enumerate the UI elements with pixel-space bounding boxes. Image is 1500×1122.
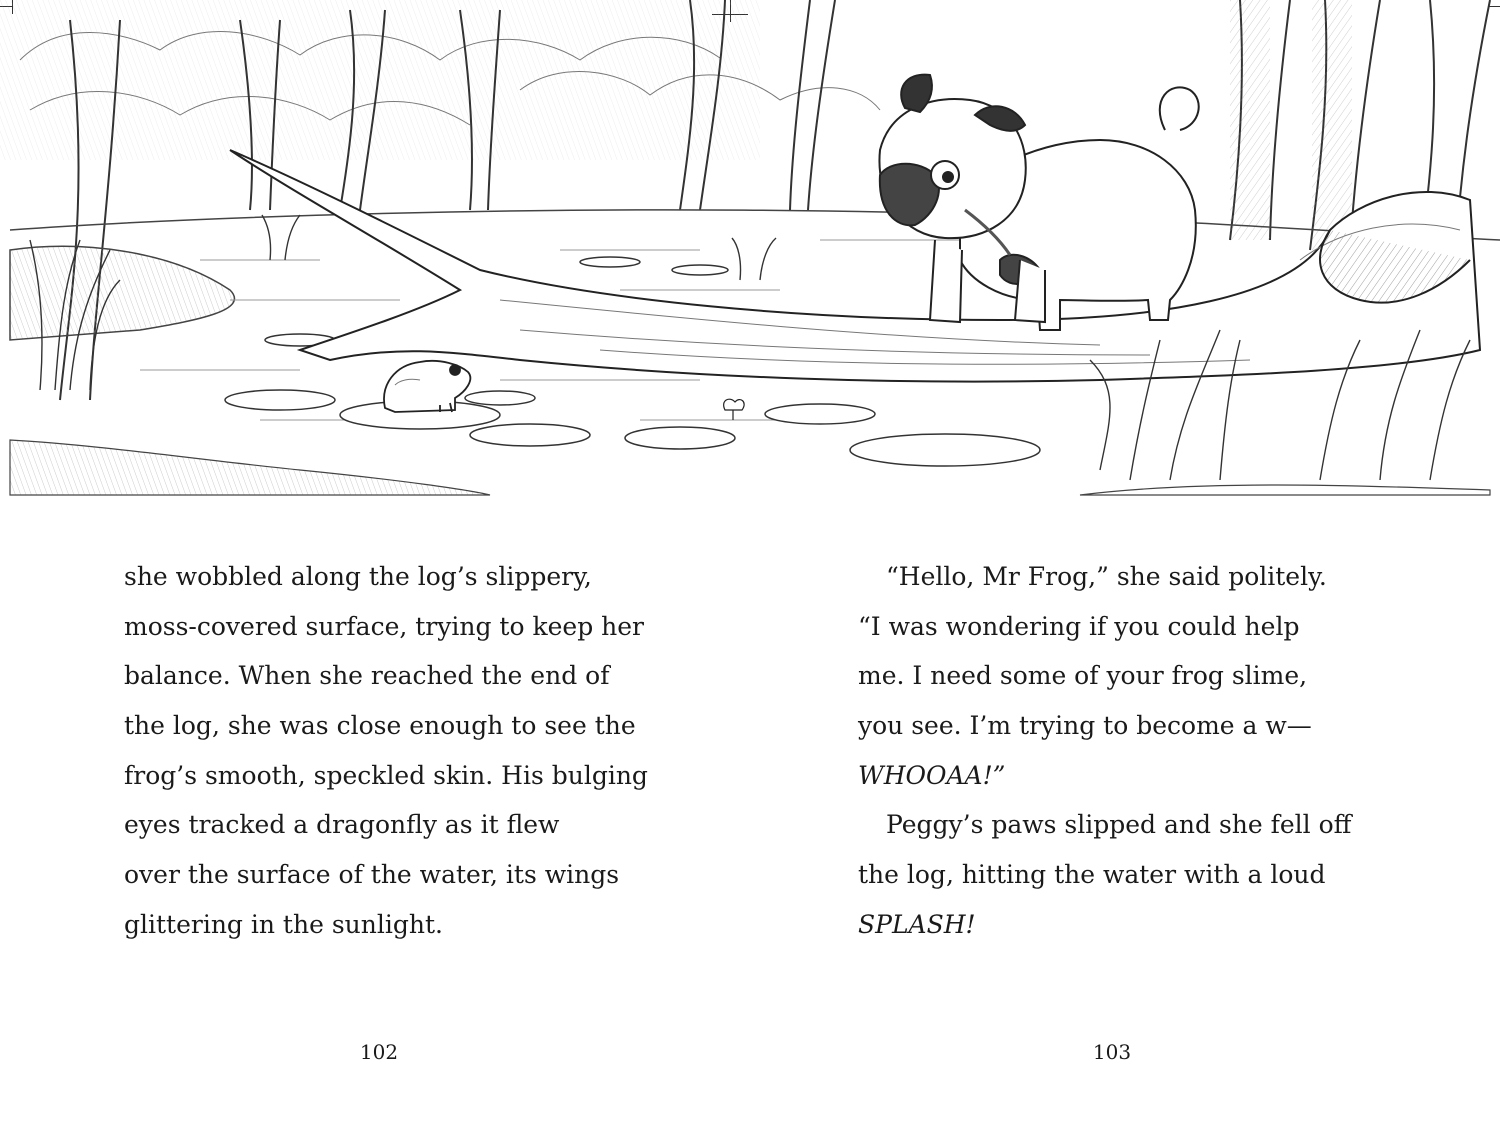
right-page-text	[858, 552, 1378, 950]
left-line: glittering in the sunlight.	[124, 909, 443, 939]
right-line: WHOOAA!”	[858, 760, 1006, 790]
foreground-shore	[10, 440, 490, 495]
page-number-right: 103	[1092, 1040, 1132, 1064]
left-page-text	[124, 552, 684, 950]
left-line: moss-covered surface, trying to keep her	[124, 611, 645, 641]
right-line: “I was wondering if you could help	[858, 611, 1300, 641]
left-line: frog’s smooth, speckled skin. His bulging	[124, 760, 648, 790]
right-line: me. I need some of your frog slime,	[858, 661, 1308, 691]
right-line: “Hello, Mr Frog,” she said politely.	[886, 562, 1327, 591]
right-line: Peggy’s paws slipped and she fell off	[886, 810, 1352, 840]
left-line: over the surface of the water, its wings	[124, 860, 620, 890]
page-number-left: 102	[359, 1040, 399, 1064]
pug	[879, 75, 1198, 330]
lily-flower	[724, 399, 745, 420]
pug-on-log-frog-illustration	[0, 0, 1500, 500]
left-line: the log, she was close enough to see the	[124, 711, 636, 741]
right-line: SPLASH!	[858, 909, 976, 939]
left-line: she wobbled along the log’s slippery,	[124, 562, 592, 591]
left-line: balance. When she reached the end of	[124, 661, 610, 691]
left-line: eyes tracked a dragonfly as it flew	[124, 810, 560, 840]
far-bank	[10, 210, 1500, 240]
right-line: the log, hitting the water with a loud	[858, 860, 1326, 890]
fallen-log	[230, 150, 1480, 382]
right-line: you see. I’m trying to become a w—	[858, 711, 1312, 741]
